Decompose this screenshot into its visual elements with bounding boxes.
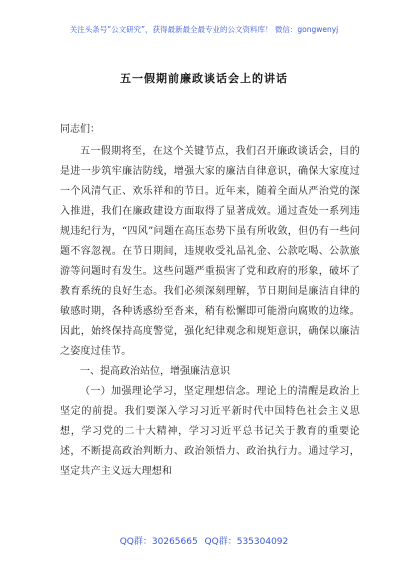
header-promo-line: 关注头条号“公文研究”，获得最新最全最专业的公文资料库！ 微信：gongwenyj	[69, 25, 339, 34]
paragraph-theory: （一）加强理论学习，坚定理想信念。理论上的清醒是政治上坚定的前提。我们要深入学习习近平新时代中国特色社会主义思想，学习党的二十大精神，学习习近平总书记关于教育的重要论述，不断提高政治判断力、政治领悟力、政治执行力。通过学习，坚定共产主义远大理想和	[60, 386, 360, 477]
greeting: 同志们：	[60, 124, 100, 135]
document-title: 五一假期前廉政谈话会上的讲话	[120, 72, 288, 85]
section-heading: 一、提高政治站位，增强廉洁意识	[80, 366, 230, 377]
paragraph-intro: 五一假期将至，在这个关键节点，我们召开廉政谈话会，目的是进一步筑牢廉洁防线，增强大家的廉洁自律意识，确保大家度过一个风清气正、欢乐祥和的节日。近年来，随着全面从严治党的深入推进，我们在廉政建设方面取得了显著成效。通过查处一系列违规违纪行为，“四风”问题在高压态势下虽有所收敛，但仍有一些问题不容忽视。在节日期间，违规收受礼品礼金、公款吃喝、公款旅游等问题时有发生。这些问题严重损害了党和政府的形象，破坏了教育系统的良好生态。我们必须深刻理解，节日期间是廉洁自律的敏感时期，各种诱惑纷至沓来，稍有松懈即可能滑向腐败的边缘。因此，始终保持高度警觉，强化纪律观念和规矩意识，确保以廉洁之姿度过佳节。	[60, 146, 360, 357]
document-body	[60, 120, 360, 482]
footer-contact-line: QQ群：30265665 QQ群：535304092	[119, 537, 289, 547]
